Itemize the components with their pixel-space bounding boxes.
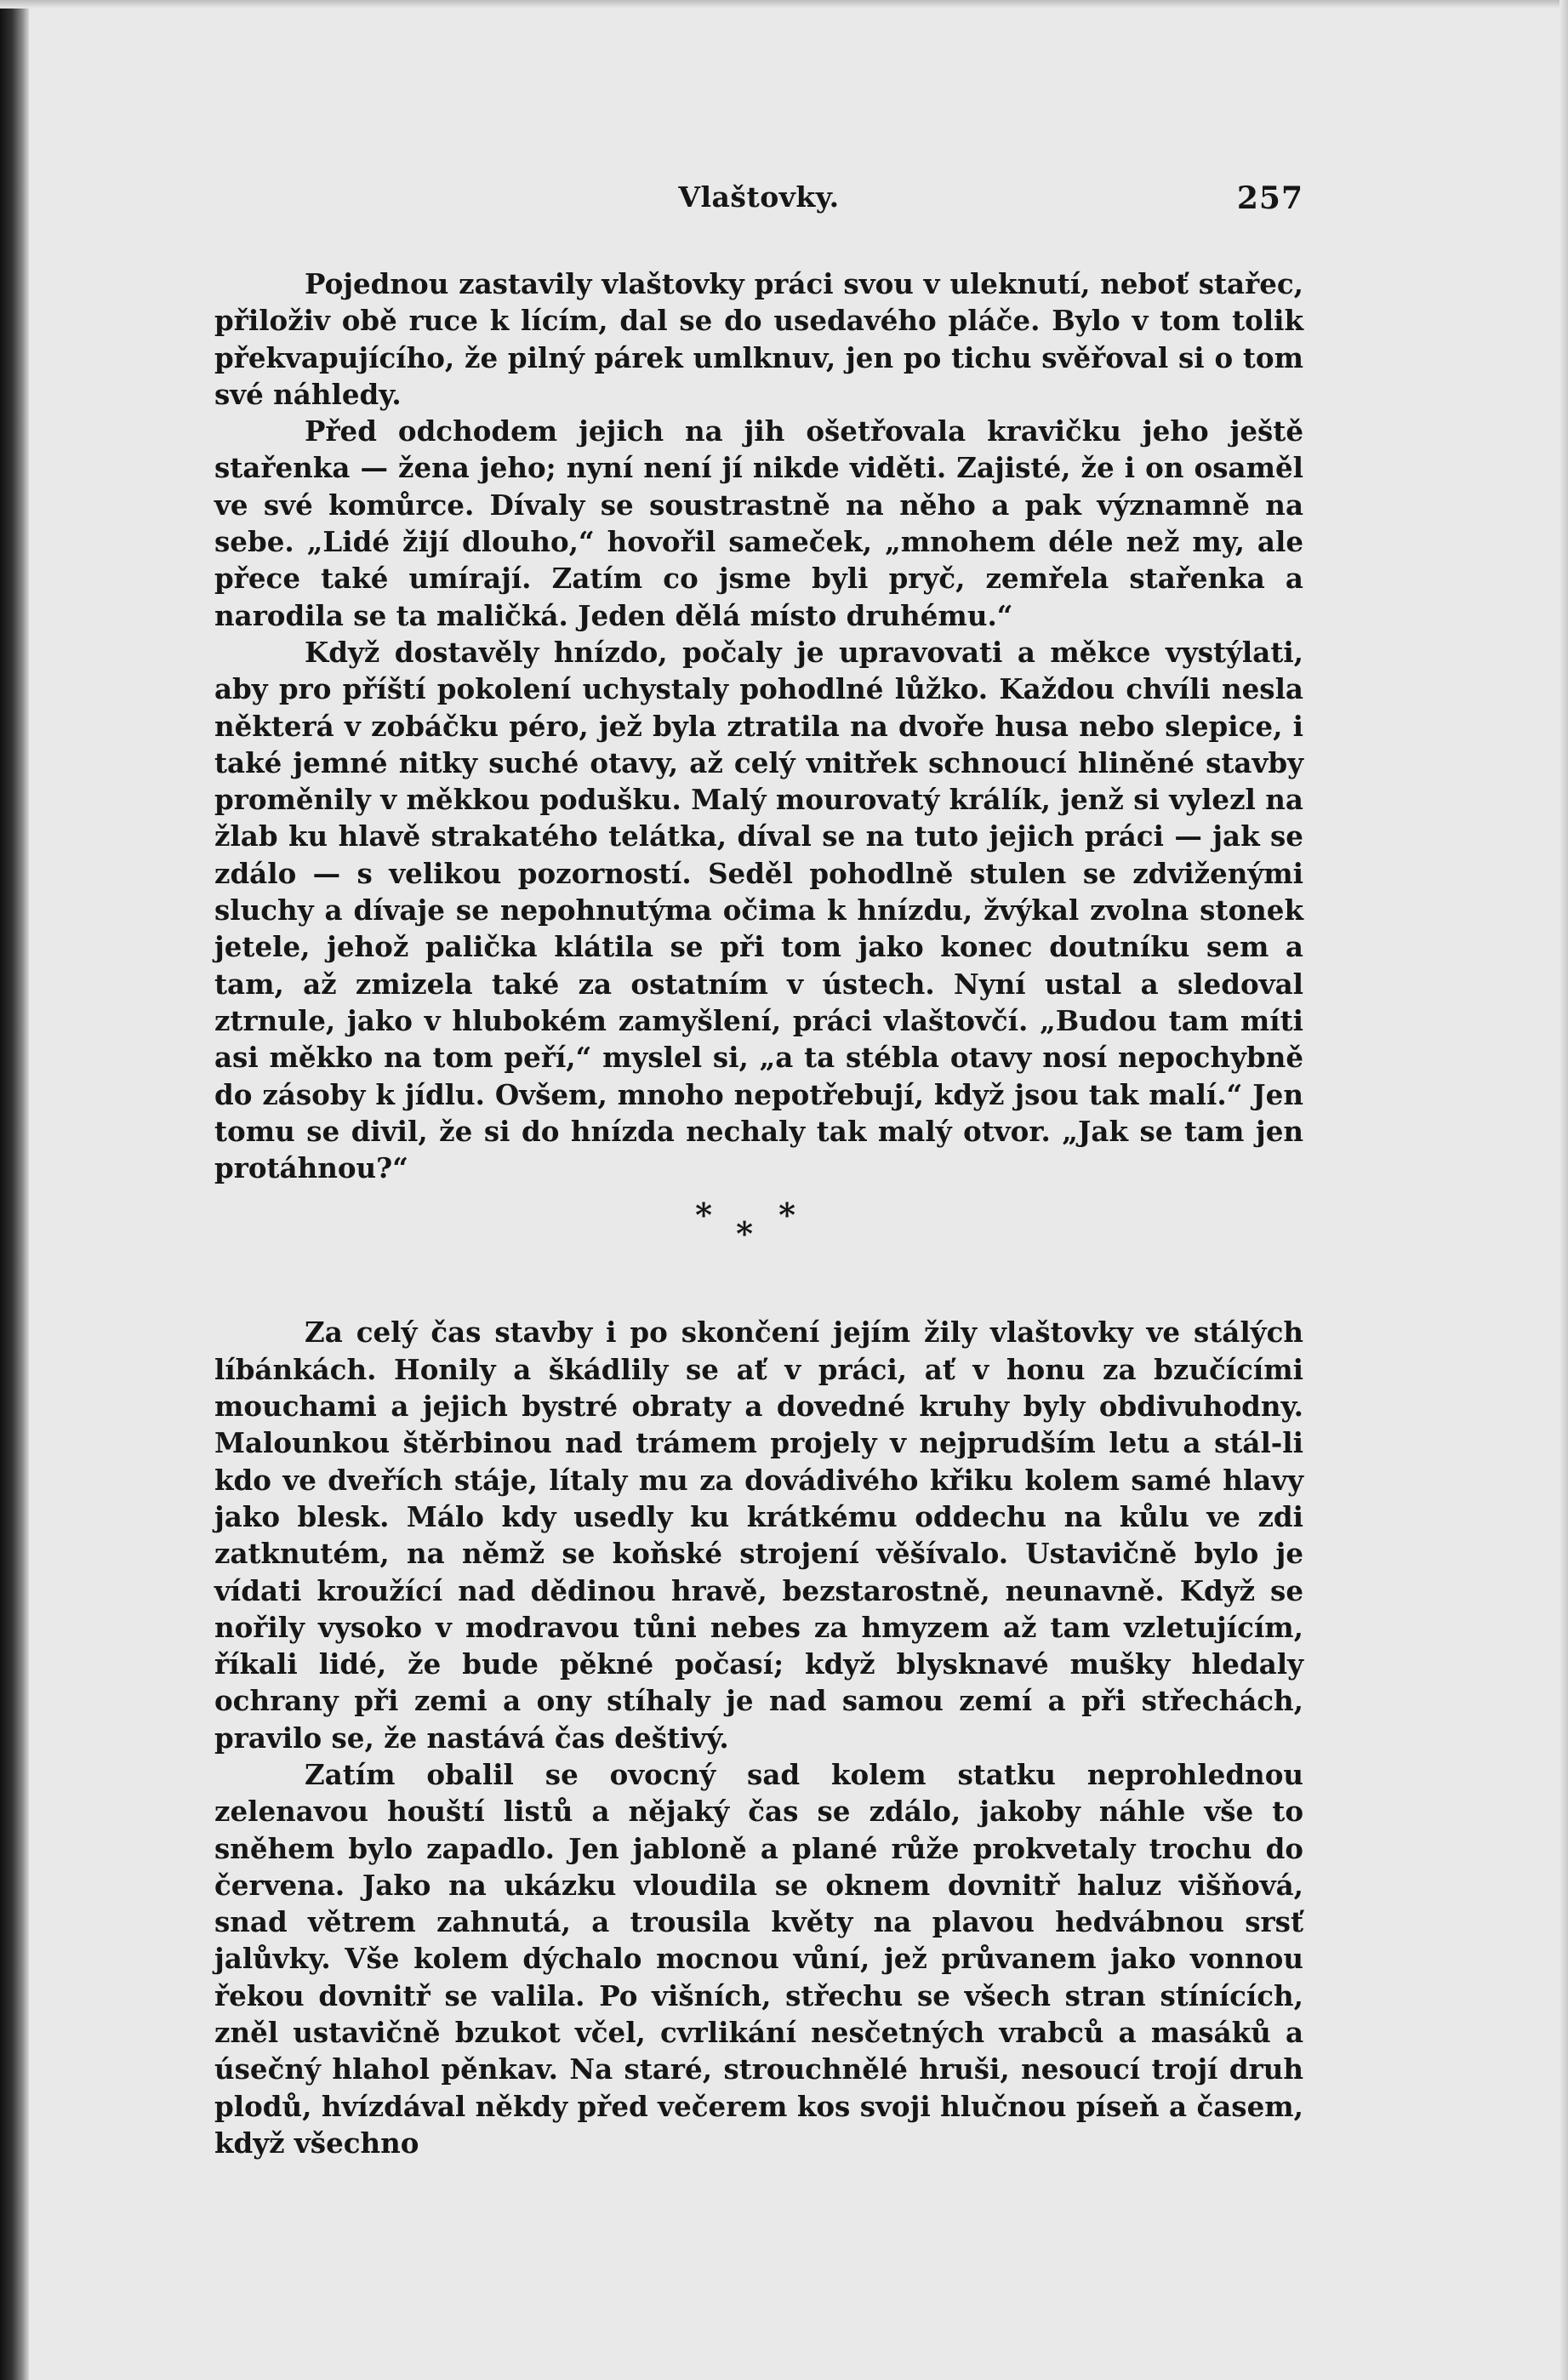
paragraph: Když dostavěly hnízdo, počaly je upravovati a měkce vystýlati, aby pro příští pokolení uchystaly pohodlné lůžko. Každou chvíli nesla některá v zobáčku péro, jež byla ztratila na dvoře husa nebo slepice, i také jemné nitky suché otavy, až celý vnitřek schnoucí hliněné stavby proměnily v měkkou podušku. Malý mourovatý králík, jenž si vylezl na žlab ku hlavě strakatého telátka, díval se na tuto jejich práci — jak se zdálo — s velikou pozorností. Seděl pohodlně stulen se zdviženými sluchy a dívaje se nepohnutýma očima k hnízdu, žvýkal zvolna stonek jetele, jehož palička klátila se při tom jako konec doutníku sem a tam, až zmizela také za ostatním v ústech. Nyní ustal a sledoval ztrnule, jako v hlubokém zamyšlení, práci vlaštovčí. „Budou tam míti asi měkko na tom peří,“ myslel si, „a ta stébla otavy nosí nepochybně do zásoby k jídlu. Ovšem, mnoho nepotřebují, když jsou tak malí.“ Jen tomu se divil, že si do hnízda nechaly tak malý otvor. „Jak se tam jen protáhnou?“	[214, 635, 1303, 1185]
asterisk: *	[778, 1196, 795, 1235]
page-number: 257	[1236, 180, 1303, 216]
asterisk: *	[736, 1214, 753, 1253]
scan-right-shadow	[1559, 0, 1568, 2380]
main-text	[214, 265, 1303, 2161]
paragraph: Před odchodem jejich na jih ošetřovala kravičku jeho ještě stařenka — žena jeho; nyní není jí nikde viděti. Zajisté, že i on osaměl ve své komůrce. Dívaly se soustrastně na něho a pak významně na sebe. „Lidé žijí dlouho,“ hovořil sameček, „mnohem déle než my, ale přece také umírají. Zatím co jsme byli pryč, zemřela stařenka a narodila se ta maličká. Jeden dělá místo druhému.“	[214, 414, 1303, 632]
chapter-title: Vlaštovky.	[678, 180, 840, 214]
book-page	[214, 170, 1303, 2161]
paragraph: Za celý čas stavby i po skončení jejím žily vlaštovky ve stálých líbánkách. Honily a škádlily se ať v práci, ať v honu za bzučícími mouchami a jejich bystré obraty a dovedné kruhy byly obdivuhodny. Malounkou štěrbinou nad trámem projely v nejprudším letu a stál-li kdo ve dveřích stáje, lítaly mu za dovádivého křiku kolem samé hlavy jako blesk. Málo kdy usedly ku krátkému oddechu na kůlu ve zdi zatknutém, na němž se koňské strojení věšívalo. Ustavičně bylo je vídati kroužící nad dědinou hravě, bezstarostně, neunavně. Když se nořily vysoko v modravou tůni nebes za hmyzem až tam vzletujícím, říkali lidé, že bude pěkné počasí; když blysknavé mušky hledaly ochrany při zemi a ony stíhaly je nad samou zemí a při střechách, pravilo se, že nastává čas deštivý.	[214, 1316, 1303, 1755]
scan-top-shadow	[0, 0, 1568, 9]
paragraph: Zatím obalil se ovocný sad kolem statku neprohlednou zelenavou houští listů a nějaký čas se zdálo, jakoby náhle vše to sněhem bylo zapadlo. Jen jabloně a plané růže prokvetaly trochu do červena. Jako na ukázku vloudila se oknem dovnitř haluz višňová, snad větrem zahnutá, a trousila květy na plavou hedvábnou srsť jalůvky. Vše kolem dýchalo mocnou vůní, jež průvanem jako vonnou řekou dovnitř se valila. Po višních, střechu se všech stran stínících, zněl ustavičně bzukot včel, cvrlikání nesčetných vrabců a masáků a úsečný hlahol pěnkav. Na staré, strouchnělé hruši, nesoucí trojí druh plodů, hvízdával někdy před večerem kos svoji hlučnou píseň a časem, když všechno	[214, 1757, 1303, 2160]
asterisk: *	[695, 1196, 712, 1235]
section-two	[214, 1314, 1303, 2161]
section-one	[214, 265, 1303, 1186]
scan-binding-shadow	[0, 0, 29, 2380]
paragraph: Pojednou zastavily vlaštovky práci svou v uleknutí, neboť stařec, přiloživ obě ruce k lícím, dal se do usedavého pláče. Bylo v tom tolik překvapujícího, že pilný párek umlknuv, jen po tichu svěřoval si o tom své náhledy.	[214, 267, 1303, 411]
running-head	[214, 170, 1303, 221]
section-break-asterism	[214, 1196, 1303, 1288]
